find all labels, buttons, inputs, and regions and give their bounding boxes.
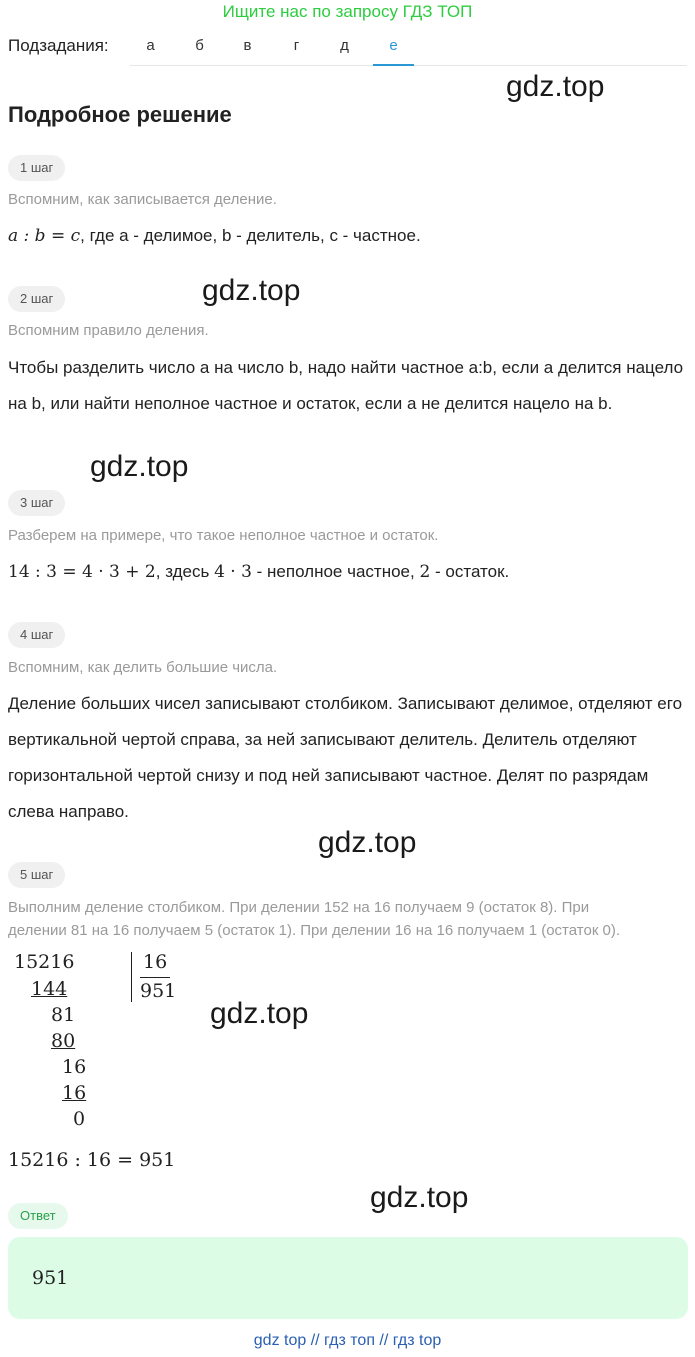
division-line: 16 (62, 1056, 87, 1078)
watermark: gdz.top (202, 274, 301, 307)
step-hint-1: Вспомним, как записывается деление. (8, 191, 277, 208)
subtask-tab-e[interactable]: е (373, 26, 414, 66)
division-line: 0 (73, 1108, 86, 1130)
step-hint-4: Вспомним, как делить большие числа. (8, 659, 278, 676)
watermark: gdz.top (210, 997, 309, 1030)
subtask-tab-g[interactable]: г (293, 37, 300, 54)
division-vertical-bar (131, 952, 132, 1002)
division-line: 80 (51, 1030, 76, 1052)
step-badge-1: 1 шаг (8, 155, 65, 181)
watermark: gdz.top (318, 826, 417, 859)
subtasks-label: Подзадания: (8, 36, 109, 55)
formula: 4 · 3 (214, 562, 252, 582)
step-hint-5-line1: Выполним деление столбиком. При делении 152 на 16 получаем 9 (остаток 8). При (8, 899, 590, 916)
answer-value: 951 (32, 1267, 69, 1289)
division-line: 16 (62, 1082, 87, 1104)
subtask-tab-b[interactable]: б (195, 37, 204, 54)
step-badge-2: 2 шаг (8, 286, 65, 312)
step-badge-3: 3 шаг (8, 490, 65, 516)
divisor: 16 (143, 951, 168, 973)
step-text-1-body: , где a - делимое, b - делитель, c - частное. (80, 226, 421, 245)
step-text-4: Деление больших чисел записывают столбиком. Записывают делимое, отделяют его вертикальной чертой справа, за ней записывают делитель. Делитель отделяют горизонтальной чертой снизу и под ней записывают частное. Делят по разрядам слева направо. (8, 694, 683, 821)
step-text-3 (8, 554, 688, 590)
division-line: 81 (51, 1004, 76, 1026)
watermark: gdz.top (370, 1181, 469, 1214)
subtasks-tabs (130, 26, 687, 66)
watermark: gdz.top (506, 70, 605, 103)
formula: 2 (419, 562, 431, 582)
footer-links[interactable]: gdz top // гдз топ // гдз top (253, 1332, 442, 1349)
formula: a : b = c (8, 226, 81, 246)
watermark: gdz.top (90, 450, 189, 483)
dividend: 15216 (14, 951, 75, 973)
subtask-tab-v[interactable]: в (243, 37, 252, 54)
division-line: 144 (31, 978, 68, 1000)
division-result: 15216 : 16 = 951 (8, 1149, 176, 1171)
answer-badge: Ответ (8, 1203, 68, 1229)
step-badge-4: 4 шаг (8, 622, 65, 648)
step-hint-3: Разберем на примере, что такое неполное частное и остаток. (8, 527, 439, 544)
text-part: , здесь (155, 562, 215, 581)
solution-title: Подробное решение (8, 102, 232, 127)
subtask-tab-d[interactable]: д (340, 37, 349, 54)
step-hint-2: Вспомним правило деления. (8, 322, 209, 339)
text-part: - остаток. (430, 562, 510, 581)
step-text-2: Чтобы разделить число a на число b, надо найти частное a:b, если a делится нацело на b, или найти неполное частное и остаток, если a не делится нацело на b. (8, 358, 684, 413)
text-part: - неполное частное, (251, 562, 420, 581)
step-text-1 (8, 218, 688, 254)
step-hint-5-line2: делении 81 на 16 получаем 5 (остаток 1). При делении 16 на 16 получаем 1 (остаток 0). (8, 922, 621, 939)
step-badge-5: 5 шаг (8, 862, 65, 888)
formula: 14 : 3 = 4 · 3 + 2 (8, 562, 156, 582)
subtask-tab-a[interactable]: а (146, 37, 155, 54)
promo-text: Ищите нас по запросу ГДЗ ТОП (222, 2, 473, 21)
answer-box (8, 1237, 688, 1319)
quotient: 951 (140, 980, 177, 1002)
